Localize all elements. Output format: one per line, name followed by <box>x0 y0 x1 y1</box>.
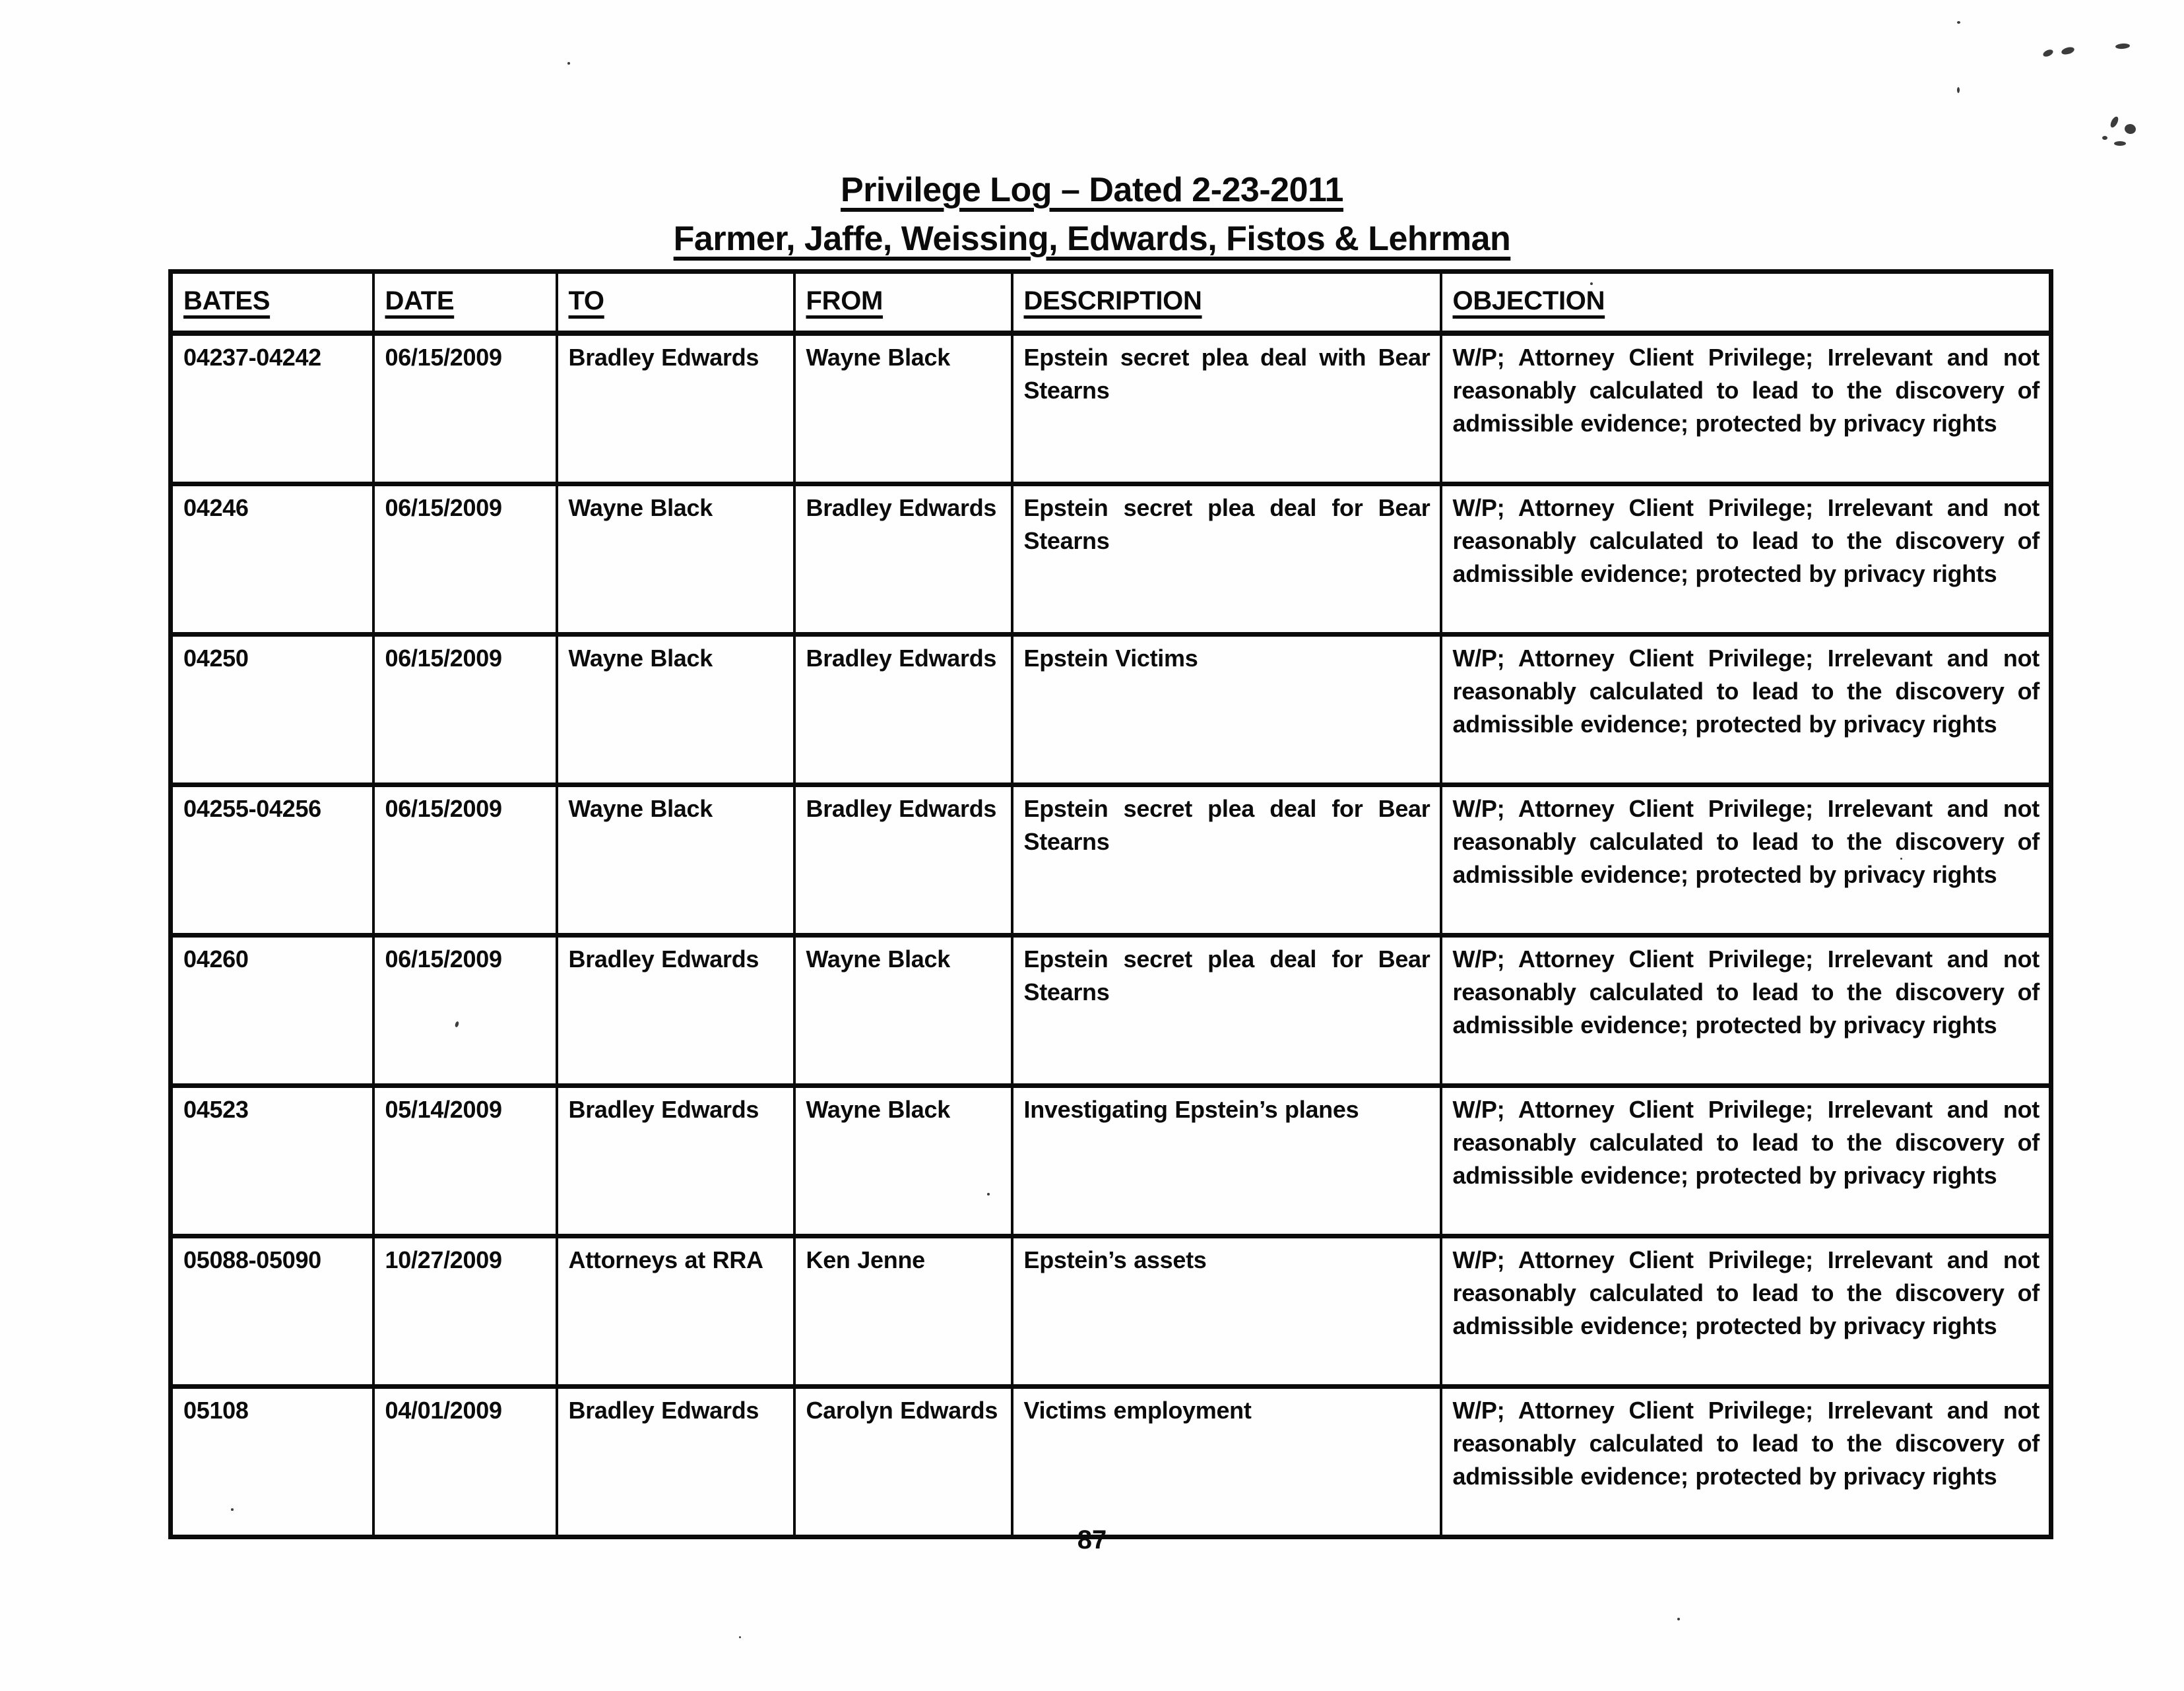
cell-to: Bradley Edwards <box>557 936 794 1086</box>
table-row <box>171 936 2051 1086</box>
scan-mark <box>2124 123 2136 135</box>
cell-to: Wayne Black <box>557 484 794 635</box>
scan-mark <box>2061 46 2075 55</box>
cell-bates: 04523 <box>171 1086 373 1236</box>
column-header-to: TO <box>557 272 794 334</box>
cell-date: 04/01/2009 <box>373 1387 557 1537</box>
cell-date: 06/15/2009 <box>373 635 557 785</box>
scan-dot <box>567 62 570 65</box>
cell-date: 06/15/2009 <box>373 936 557 1086</box>
cell-description: Epstein secret plea deal with Bear Stearns <box>1012 333 1441 484</box>
cell-bates: 04237-04242 <box>171 333 373 484</box>
cell-date: 05/14/2009 <box>373 1086 557 1236</box>
table-row <box>171 635 2051 785</box>
privilege-log-table <box>168 269 2053 1539</box>
table-row <box>171 484 2051 635</box>
scan-dot <box>1590 282 1593 285</box>
title-line-1: Privilege Log – Dated 2-23-2011 <box>841 171 1343 209</box>
cell-from: Wayne Black <box>794 936 1012 1086</box>
cell-objection: W/P; Attorney Client Privilege; Irrelevant and not reasonably calculated to lead to the discovery of admissible evidence; protected by privacy rights <box>1441 1387 2051 1537</box>
scan-mark <box>2042 48 2054 58</box>
table-row <box>171 333 2051 484</box>
cell-bates: 05088-05090 <box>171 1236 373 1387</box>
column-header-bates: BATES <box>171 272 373 334</box>
cell-objection: W/P; Attorney Client Privilege; Irrelevant and not reasonably calculated to lead to the discovery of admissible evidence; protected by privacy rights <box>1441 785 2051 936</box>
cell-to: Bradley Edwards <box>557 1086 794 1236</box>
cell-bates: 04260 <box>171 936 373 1086</box>
cell-bates: 05108 <box>171 1387 373 1537</box>
scan-dot <box>739 1636 741 1638</box>
cell-objection: W/P; Attorney Client Privilege; Irrelevant and not reasonably calculated to lead to the discovery of admissible evidence; protected by privacy rights <box>1441 635 2051 785</box>
cell-date: 10/27/2009 <box>373 1236 557 1387</box>
cell-date: 06/15/2009 <box>373 785 557 936</box>
cell-to: Wayne Black <box>557 785 794 936</box>
cell-from: Bradley Edwards <box>794 484 1012 635</box>
cell-date: 06/15/2009 <box>373 484 557 635</box>
scan-mark <box>2109 115 2119 129</box>
cell-objection: W/P; Attorney Client Privilege; Irrelevant and not reasonably calculated to lead to the discovery of admissible evidence; protected by privacy rights <box>1441 1236 2051 1387</box>
column-header-from: FROM <box>794 272 1012 334</box>
cell-to: Bradley Edwards <box>557 333 794 484</box>
cell-description: Epstein’s assets <box>1012 1236 1441 1387</box>
cell-objection: W/P; Attorney Client Privilege; Irrelevant and not reasonably calculated to lead to the discovery of admissible evidence; protected by privacy rights <box>1441 1086 2051 1236</box>
cell-objection: W/P; Attorney Client Privilege; Irrelevant and not reasonably calculated to lead to the discovery of admissible evidence; protected by privacy rights <box>1441 484 2051 635</box>
cell-bates: 04246 <box>171 484 373 635</box>
cell-description: Victims employment <box>1012 1387 1441 1537</box>
document-title <box>0 170 2184 268</box>
cell-date: 06/15/2009 <box>373 333 557 484</box>
table-row <box>171 1086 2051 1236</box>
cell-from: Wayne Black <box>794 333 1012 484</box>
cell-from: Ken Jenne <box>794 1236 1012 1387</box>
scan-dot <box>1957 87 1960 93</box>
cell-objection: W/P; Attorney Client Privilege; Irrelevant and not reasonably calculated to lead to the discovery of admissible evidence; protected by privacy rights <box>1441 333 2051 484</box>
page-number: 87 <box>1077 1525 1107 1554</box>
header-row <box>171 272 2051 334</box>
scan-dot <box>1677 1618 1680 1620</box>
cell-to: Attorneys at RRA <box>557 1236 794 1387</box>
scan-mark <box>2114 141 2126 146</box>
cell-description: Epstein secret plea deal for Bear Stearns <box>1012 936 1441 1086</box>
scan-dot <box>987 1193 990 1196</box>
table-row <box>171 785 2051 936</box>
table-row <box>171 1387 2051 1537</box>
cell-description: Epstein Victims <box>1012 635 1441 785</box>
cell-from: Bradley Edwards <box>794 635 1012 785</box>
cell-to: Wayne Black <box>557 635 794 785</box>
cell-from: Bradley Edwards <box>794 785 1012 936</box>
column-header-date: DATE <box>373 272 557 334</box>
cell-bates: 04255-04256 <box>171 785 373 936</box>
title-line-2: Farmer, Jaffe, Weissing, Edwards, Fistos & Lehrman <box>673 220 1511 258</box>
table-row <box>171 1236 2051 1387</box>
cell-description: Epstein secret plea deal for Bear Stearns <box>1012 484 1441 635</box>
scan-mark <box>2102 136 2107 140</box>
column-header-description: DESCRIPTION <box>1012 272 1441 334</box>
cell-from: Carolyn Edwards <box>794 1387 1012 1537</box>
scan-dot <box>1957 21 1960 24</box>
cell-from: Wayne Black <box>794 1086 1012 1236</box>
scan-dot <box>1900 858 1902 860</box>
cell-bates: 04250 <box>171 635 373 785</box>
scan-mark <box>2115 43 2131 49</box>
cell-to: Bradley Edwards <box>557 1387 794 1537</box>
cell-description: Investigating Epstein’s planes <box>1012 1086 1441 1236</box>
scan-dot <box>231 1508 234 1511</box>
cell-description: Epstein secret plea deal for Bear Stearns <box>1012 785 1441 936</box>
column-header-objection: OBJECTION <box>1441 272 2051 334</box>
cell-objection: W/P; Attorney Client Privilege; Irrelevant and not reasonably calculated to lead to the discovery of admissible evidence; protected by privacy rights <box>1441 936 2051 1086</box>
